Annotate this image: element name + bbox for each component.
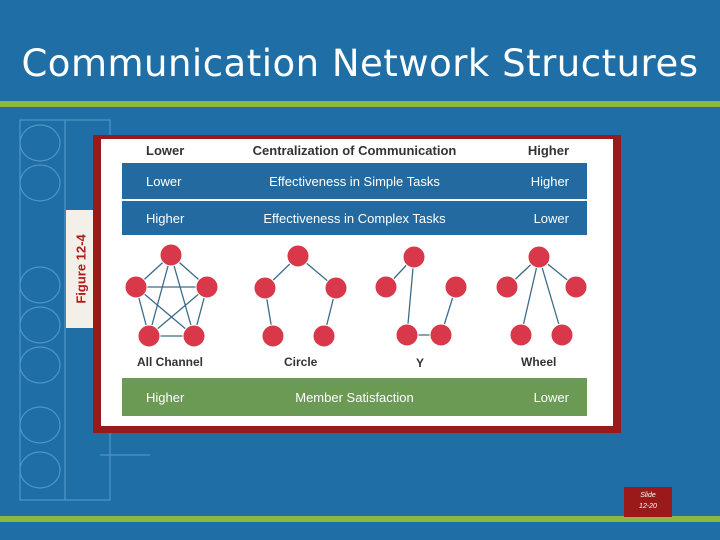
- network-label-wheel: Wheel: [521, 355, 557, 369]
- node: [445, 276, 467, 298]
- node: [325, 277, 347, 299]
- node: [375, 276, 397, 298]
- node: [403, 246, 425, 268]
- satisfaction-label: Member Satisfaction: [295, 389, 414, 405]
- node: [262, 325, 284, 347]
- footer-bar: [0, 516, 720, 522]
- slide-number: 12-20: [639, 503, 657, 510]
- slide-number-box: [624, 487, 672, 517]
- network-label-y: Y: [416, 356, 425, 370]
- complex-tasks-label: Effectiveness in Complex Tasks: [263, 210, 446, 226]
- centralization-right: Higher: [527, 142, 569, 158]
- simple-tasks-right: Higher: [530, 173, 569, 189]
- node: [565, 276, 587, 298]
- centralization-label: Centralization of Communication: [252, 142, 457, 158]
- network-label-circle: Circle: [284, 355, 318, 369]
- node: [196, 276, 218, 298]
- node: [254, 277, 276, 299]
- simple-tasks-left: Lower: [146, 173, 182, 189]
- complex-tasks-right: Lower: [533, 210, 569, 226]
- complex-tasks-left: Higher: [146, 210, 185, 226]
- network-diagrams: [101, 139, 613, 379]
- node: [396, 324, 418, 346]
- slide-title: Communication Network Structures: [21, 42, 699, 85]
- centralization-left: Lower: [146, 142, 185, 158]
- node: [160, 244, 182, 266]
- node: [510, 324, 532, 346]
- node: [496, 276, 518, 298]
- node: [528, 246, 550, 268]
- title-underline: [0, 101, 720, 107]
- node: [125, 276, 147, 298]
- figure-label-text: Figure 12-4: [73, 234, 89, 304]
- figure-label: [66, 210, 96, 328]
- node: [313, 325, 335, 347]
- node: [430, 324, 452, 346]
- node: [551, 324, 573, 346]
- node: [287, 245, 309, 267]
- simple-tasks-label: Effectiveness in Simple Tasks: [269, 173, 440, 189]
- slide-number-label: Slide: [640, 492, 656, 499]
- satisfaction-row: [122, 378, 587, 416]
- node: [183, 325, 205, 347]
- network-label-all-channel: All Channel: [137, 355, 204, 369]
- satisfaction-left: Higher: [146, 389, 185, 405]
- node: [138, 325, 160, 347]
- satisfaction-right: Lower: [533, 389, 569, 405]
